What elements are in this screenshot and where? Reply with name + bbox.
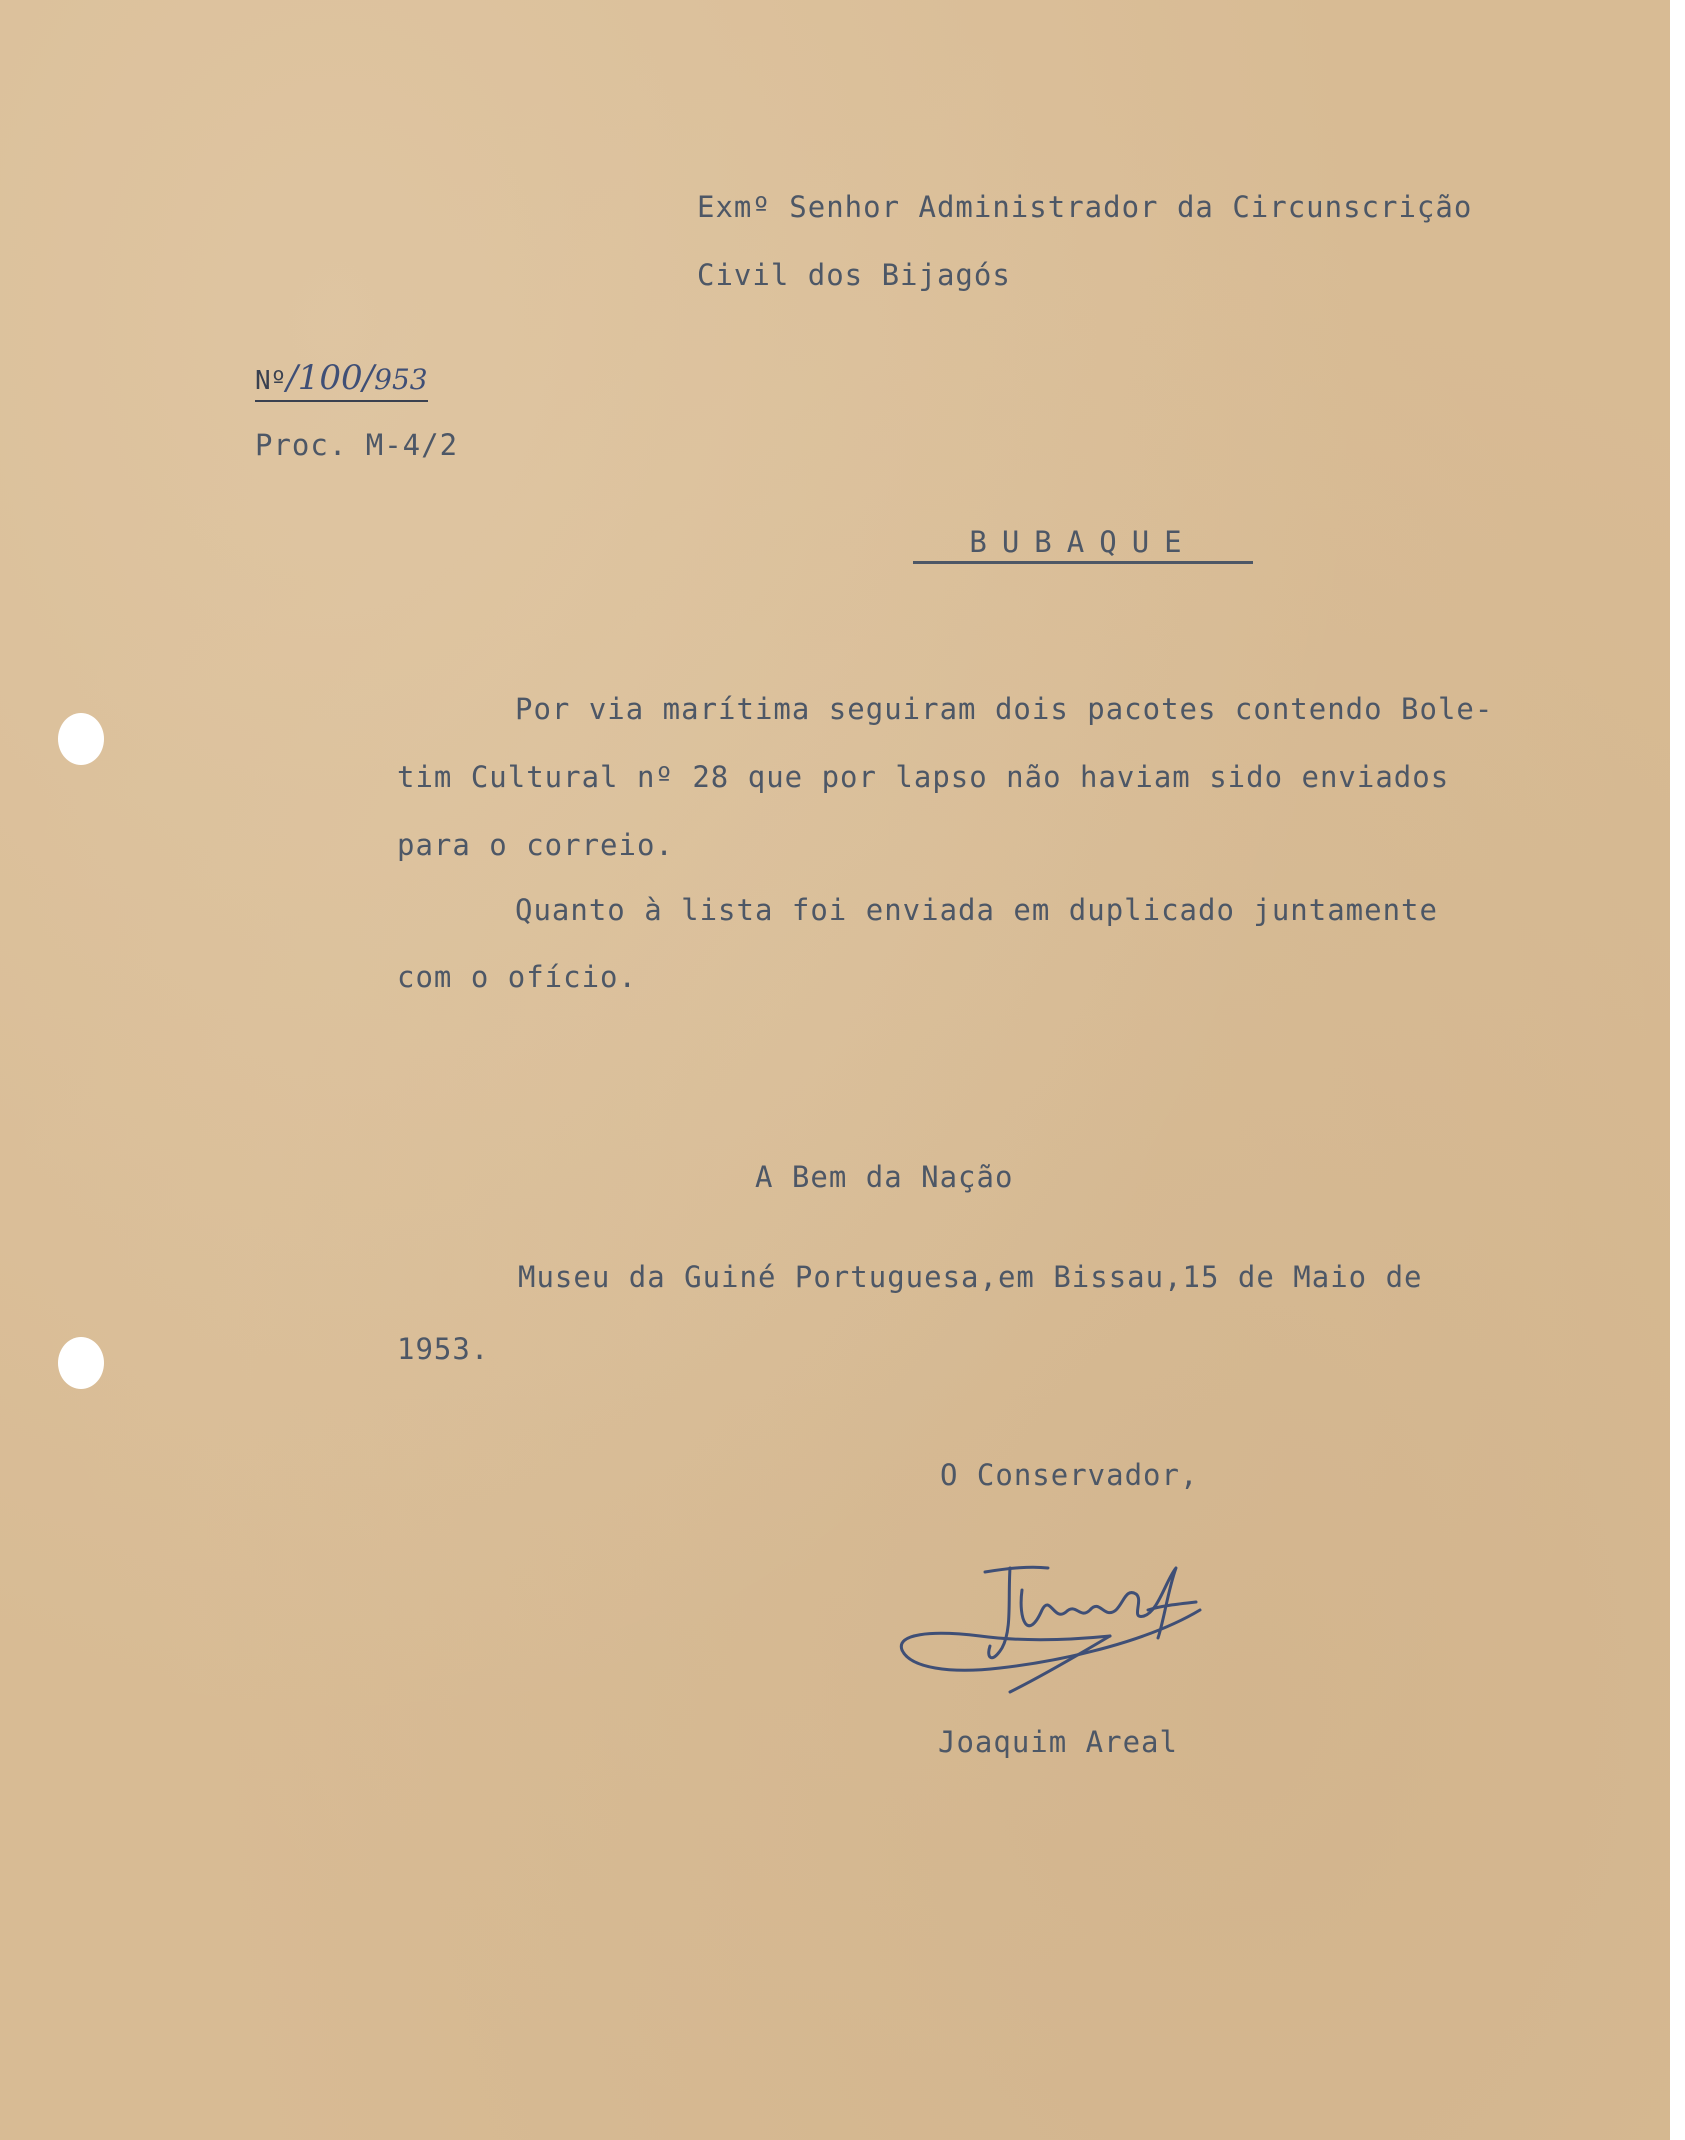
handwritten-signature-icon bbox=[890, 1550, 1230, 1700]
body-line-4: Quanto à lista foi enviada em duplicado juntamente bbox=[515, 893, 1438, 927]
punch-hole-bottom bbox=[58, 1337, 104, 1389]
reference-prefix: Nº bbox=[255, 366, 287, 396]
addressee-line-1: Exmº Senhor Administrador da Circunscrição bbox=[697, 190, 1473, 224]
signer-title: O Conservador, bbox=[940, 1458, 1199, 1492]
reference-handwritten-number: /100/ bbox=[286, 358, 375, 398]
addressee-line-2: Civil dos Bijagós bbox=[697, 258, 1011, 292]
closing-salutation: A Bem da Nação bbox=[755, 1160, 1014, 1194]
signer-name: Joaquim Areal bbox=[938, 1725, 1178, 1759]
place-date-line-2: 1953. bbox=[397, 1332, 490, 1366]
punch-hole-top bbox=[58, 713, 104, 765]
place-date-line-1: Museu da Guiné Portuguesa,em Bissau,15 de Maio de bbox=[518, 1260, 1423, 1294]
body-line-3: para o correio. bbox=[397, 828, 674, 862]
process-reference: Proc. M-4/2 bbox=[255, 428, 459, 462]
reference-year: 953 bbox=[374, 363, 428, 396]
body-line-5: com o ofício. bbox=[397, 960, 637, 994]
body-line-2: tim Cultural nº 28 que por lapso não haviam sido enviados bbox=[397, 760, 1450, 794]
place-heading: BUBAQUE bbox=[913, 525, 1253, 564]
scan-edge bbox=[1670, 0, 1685, 2140]
body-line-1: Por via marítima seguiram dois pacotes contendo Bole- bbox=[515, 692, 1494, 726]
reference-number bbox=[255, 358, 428, 402]
